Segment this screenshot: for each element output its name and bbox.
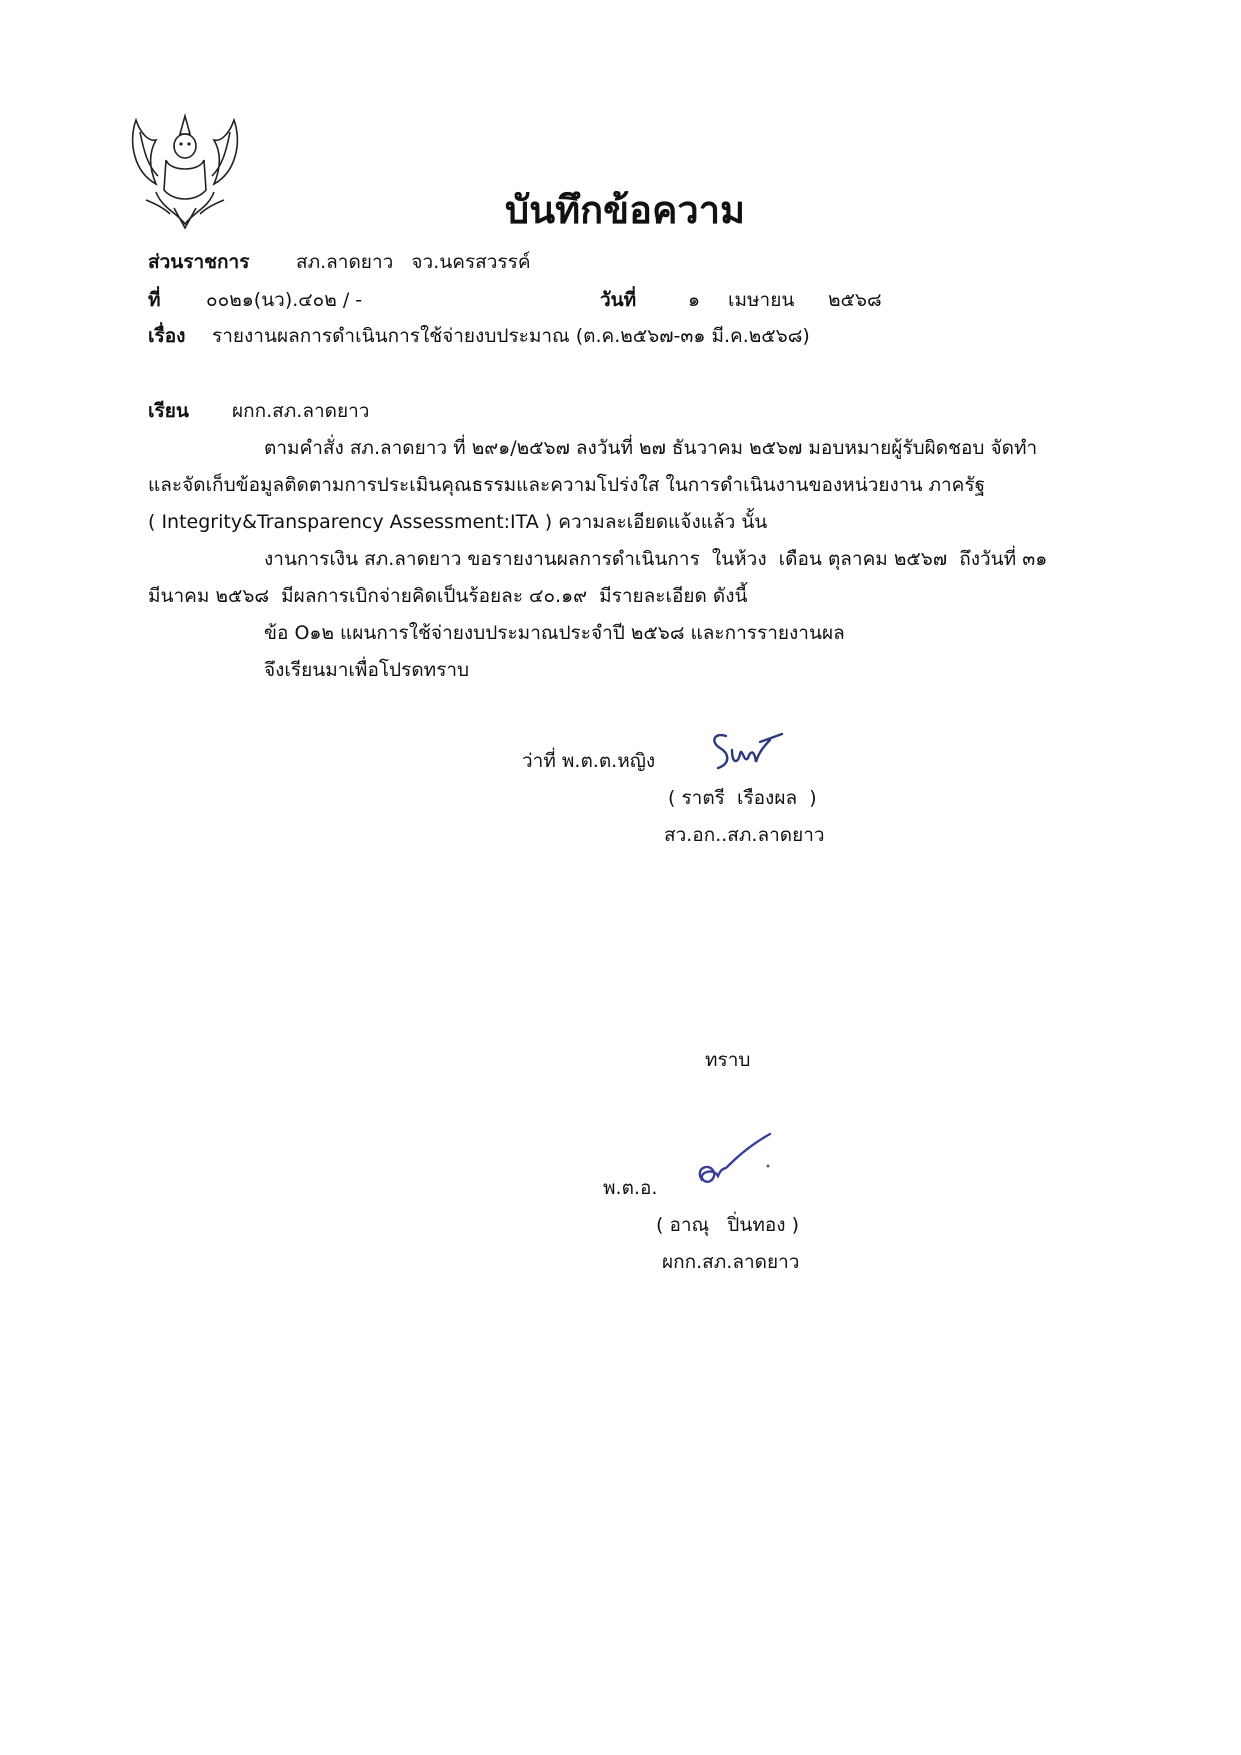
body-paragraph-1-line-3: ( Integrity&Transparency Assessment:ITA ) ความละเอียดแจ้งแล้ว นั้น [148, 511, 768, 533]
body-paragraph-3: ข้อ O๑๒ แผนการใช้จ่ายงบประมาณประจำปี ๒๕๖๘ และการรายงานผล [264, 622, 845, 644]
date-day: ๑ [688, 289, 701, 311]
subject-label: เรื่อง [148, 325, 186, 347]
approver-name: ( อาณุ ปิ่นทอง ) [656, 1214, 799, 1236]
signature-1-icon [708, 728, 788, 774]
approver-position: ผกก.สภ.ลาดยาว [662, 1251, 800, 1273]
body-paragraph-1-line-1: ตามคำสั่ง สภ.ลาดยาว ที่ ๒๙๑/๒๕๖๗ ลงวันที่ ๒๗ ธันวาคม ๒๕๖๗ มอบหมายผู้รับผิดชอบ จัดทำ [264, 437, 1038, 459]
salutation-recipient: ผกก.สภ.ลาดยาว [232, 400, 370, 422]
date-month: เมษายน [728, 289, 795, 311]
garuda-emblem-icon [126, 112, 244, 230]
closing-line: จึงเรียนมาเพื่อโปรดทราบ [264, 659, 470, 681]
reference-label: ที่ [148, 289, 161, 311]
body-paragraph-2-line-1: งานการเงิน สภ.ลาดยาว ขอรายงานผลการดำเนินการ ในห้วง เดือน ตุลาคม ๒๕๖๗ ถึงวันที่ ๓๑ [264, 548, 1048, 570]
approval-note: ทราบ [705, 1049, 751, 1071]
reference-number: ๐๐๒๑(นว).๔๐๒ / - [206, 289, 363, 311]
date-year: ๒๕๖๘ [828, 289, 882, 311]
salutation-label: เรียน [148, 400, 189, 422]
approver-rank: พ.ต.อ. [603, 1177, 658, 1199]
agency-value: สภ.ลาดยาว จว.นครสวรรค์ [296, 251, 531, 273]
date-label: วันที่ [600, 289, 637, 311]
signer-name: ( ราตรี เรืองผล ) [668, 787, 817, 809]
subject-value: รายงานผลการดำเนินการใช้จ่ายงบประมาณ (ต.ค.๒๕๖๗-๓๑ มี.ค.๒๕๖๘) [212, 325, 810, 347]
document-title: บันทึกข้อความ [505, 188, 746, 232]
body-paragraph-1-line-2: และจัดเก็บข้อมูลติดตามการประเมินคุณธรรมและความโปร่งใส ในการดำเนินงานของหน่วยงาน ภาครัฐ [148, 474, 986, 496]
signature-2-icon [692, 1128, 778, 1196]
body-paragraph-2-line-2: มีนาคม ๒๕๖๘ มีผลการเบิกจ่ายคิดเป็นร้อยละ ๔๐.๑๙ มีรายละเอียด ดังนี้ [148, 585, 748, 607]
agency-label: ส่วนราชการ [148, 251, 250, 273]
signer-rank: ว่าที่ พ.ต.ต.หญิง [522, 750, 656, 772]
signer-position: สว.อก..สภ.ลาดยาว [664, 824, 825, 846]
